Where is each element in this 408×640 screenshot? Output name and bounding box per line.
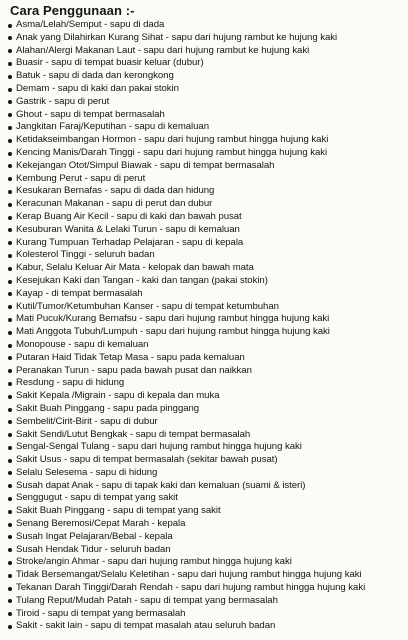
list-item [7,173,404,186]
list-item [7,531,404,544]
list-item [7,109,404,122]
bullet-icon [8,241,12,245]
list-item [7,275,404,288]
list-item-text: Sengal-Sengal Tulang - sapu dari hujung rambut hingga hujung kaki [16,441,302,453]
list-item [7,454,404,467]
list-item [7,160,404,173]
list-item [7,416,404,429]
list-item [7,569,404,582]
list-item [7,365,404,378]
list-item-text: Kolesterol Tinggi - seluruh badan [16,249,155,261]
list-item-text: Kesejukan Kaki dan Tangan - kaki dan tangan (pakai stokin) [16,274,268,286]
list-item-text: Susah Hendak Tidur - seluruh badan [16,543,171,555]
list-item [7,441,404,454]
bullet-icon [8,433,12,437]
list-item-text: Senggugut - sapu di tempat yang sakit [16,492,178,504]
bullet-icon [8,369,12,373]
bullet-icon [8,599,12,603]
bullet-icon [8,523,12,527]
list-item-text: Sakit Buah Pinggang - sapu pada pinggang [16,402,200,414]
list-item [7,518,404,531]
list-item-text: Batuk - sapu di dada dan kerongkong [16,70,174,82]
list-item [7,83,404,96]
list-item [7,620,404,633]
bullet-icon [8,382,12,386]
list-item [7,147,404,160]
list-item [7,467,404,480]
list-item-text: Sakit Usus - sapu di tempat bermasalah (sekitar bawah pusat) [16,454,278,466]
list-item [7,352,404,365]
list-item-text: Selalu Selesema - sapu di hidung [16,466,158,478]
bullet-icon [8,177,12,181]
list-item [7,301,404,314]
list-item-text: Sakit Sendi/Lutut Bengkak - sapu di tempat bermasalah [16,428,251,440]
list-item-text: Tiroid - sapu di tempat yang bermasalah [16,607,186,619]
list-item-text: Ghout - sapu di tempat bermasalah [16,108,165,120]
list-item-text: Asma/Lelah/Semput - sapu di dada [16,19,165,30]
list-item-text: Tidak Bersemangat/Selalu Keletihan - sapu dari hujung rambut hingga hujung kaki [16,569,362,581]
bullet-icon [8,126,12,130]
bullet-icon [8,459,12,463]
list-item-text: Sakit Buah Pinggang - sapu di tempat yang sakit [16,505,221,517]
bullet-icon [8,24,12,28]
list-item-text: Anak yang Dilahirkan Kurang Sihat - sapu dari hujung rambut ke hujung kaki [16,31,338,43]
bullet-icon [8,420,12,424]
list-item [7,595,404,608]
list-item [7,198,404,211]
bullet-icon [8,587,12,591]
bullet-icon [8,190,12,194]
list-item [7,505,404,518]
bullet-icon [8,280,12,284]
bullet-icon [8,625,12,629]
list-item-text: Kayap - di tempat bermasalah [16,287,143,299]
list-item-text: Tulang Reput/Mudah Patah - sapu di tempat yang bermasalah [16,594,278,606]
list-item-text: Putaran Haid Tidak Tetap Masa - sapu pada kemaluan [16,351,245,363]
list-item [7,211,404,224]
bullet-icon [8,75,12,79]
list-item-text: Keracunan Makanan - sapu di perut dan dubur [16,198,213,210]
list-item [7,237,404,250]
bullet-icon [8,152,12,156]
list-item [7,134,404,147]
list-item [7,32,404,45]
bullet-icon [8,88,12,92]
list-item-text: Jangkitan Faraj/Keputihan - sapu di kemaluan [16,121,209,133]
list-item-text: Monopouse - sapu di kemaluan [16,338,149,350]
list-item-text: Ketidakseimbangan Hormon - sapu dari hujung rambut hingga hujung kaki [16,134,329,146]
list-item-text: Alahan/Alergi Makanan Laut - sapu dari hujung rambut ke hujung kaki [16,44,310,56]
list-item-text: Kutil/Tumor/Ketumbuhan Kanser - sapu di tempat ketumbuhan [16,300,279,312]
bullet-icon [8,471,12,475]
bullet-icon [8,267,12,271]
bullet-icon [8,395,12,399]
list-item-text: Sembelit/Cirit-Birit - sapu di dubur [16,415,158,427]
bullet-icon [8,574,12,578]
list-item-text: Stroke/angin Ahmar - sapu dari hujung rambut hingga hujung kaki [16,556,292,568]
list-item [7,429,404,442]
list-item [7,57,404,70]
list-item [7,19,404,32]
usage-list [7,19,404,633]
bullet-icon [8,292,12,296]
list-item-text: Kesuburan Wanita & Lelaki Turun - sapu di kemaluan [16,223,240,235]
bullet-icon [8,216,12,220]
list-item [7,185,404,198]
list-item-text: Susah Ingat Pelajaran/Bebal - kepala [16,530,173,542]
list-item-text: Kesukaran Bernafas - sapu di dada dan hidung [16,185,215,197]
bullet-icon [8,612,12,616]
list-item [7,582,404,595]
bullet-icon [8,356,12,360]
list-item-text: Tekanan Darah Tinggi/Darah Rendah - sapu dari hujung rambut hingga hujung kaki [16,582,366,594]
bullet-icon [8,49,12,53]
list-item-text: Mati Pucuk/Kurang Bernafsu - sapu dari hujung rambut hingga hujung kaki [16,313,330,325]
list-item [7,390,404,403]
bullet-icon [8,331,12,335]
list-item-text: Senang Beremosi/Cepat Marah - kepala [16,518,186,530]
list-item [7,544,404,557]
bullet-icon [8,318,12,322]
bullet-icon [8,510,12,514]
list-item [7,224,404,237]
bullet-icon [8,446,12,450]
list-item [7,249,404,262]
list-item [7,288,404,301]
list-item [7,608,404,621]
list-item-text: Kencing Manis/Darah Tinggi - sapu dari hujung rambut hingga hujung kaki [16,146,328,158]
bullet-icon [8,305,12,309]
list-item-text: Kabur, Selalu Keluar Air Mata - kelopak dan bawah mata [16,262,254,274]
list-item-text: Kerap Buang Air Kecil - sapu di kaki dan bawah pusat [16,210,242,222]
list-item-text: Susah dapat Anak - sapu di tapak kaki dan kemaluan (suami & isteri) [16,479,306,491]
list-item [7,556,404,569]
list-item-text: Sakit Kepala /Migrain - sapu di kepala dan muka [16,390,220,402]
bullet-icon [8,254,12,258]
bullet-icon [8,203,12,207]
list-item [7,480,404,493]
list-item [7,313,404,326]
list-item [7,45,404,58]
list-item-text: Sakit - sakit lain - sapu di tempat masalah atau seluruh badan [16,620,276,632]
list-item-text: Resdung - sapu di hidung [16,377,125,389]
list-item [7,339,404,352]
list-item-text: Mati Anggota Tubuh/Lumpuh - sapu dari hujung rambut hingga hujung kaki [16,326,330,338]
bullet-icon [8,36,12,40]
bullet-icon [8,548,12,552]
bullet-icon [8,344,12,348]
bullet-icon [8,113,12,117]
list-item [7,492,404,505]
page-title: Cara Penggunaan :- [10,3,135,18]
list-item [7,96,404,109]
list-item-text: Kembung Perut - sapu di perut [16,172,146,184]
list-item-text: Kurang Tumpuan Terhadap Pelajaran - sapu di kepala [16,236,244,248]
list-item [7,262,404,275]
list-item-text: Buasir - sapu di tempat buasir keluar (dubur) [16,57,204,69]
list-item-text: Peranakan Turun - sapu pada bawah pusat dan naikkan [16,364,252,376]
bullet-icon [8,100,12,104]
bullet-icon [8,484,12,488]
list-item-text: Gastrik - sapu di perut [16,95,110,107]
bullet-icon [8,497,12,501]
bullet-icon [8,228,12,232]
bullet-icon [8,164,12,168]
list-item [7,377,404,390]
bullet-icon [8,535,12,539]
bullet-icon [8,561,12,565]
list-item [7,326,404,339]
list-item [7,70,404,83]
bullet-icon [8,62,12,66]
list-item [7,121,404,134]
list-item [7,403,404,416]
list-item-text: Demam - sapu di kaki dan pakai stokin [16,82,179,94]
list-item-text: Kekejangan Otot/Simpul Biawak - sapu di tempat bermasalah [16,159,275,171]
bullet-icon [8,139,12,143]
bullet-icon [8,408,12,412]
